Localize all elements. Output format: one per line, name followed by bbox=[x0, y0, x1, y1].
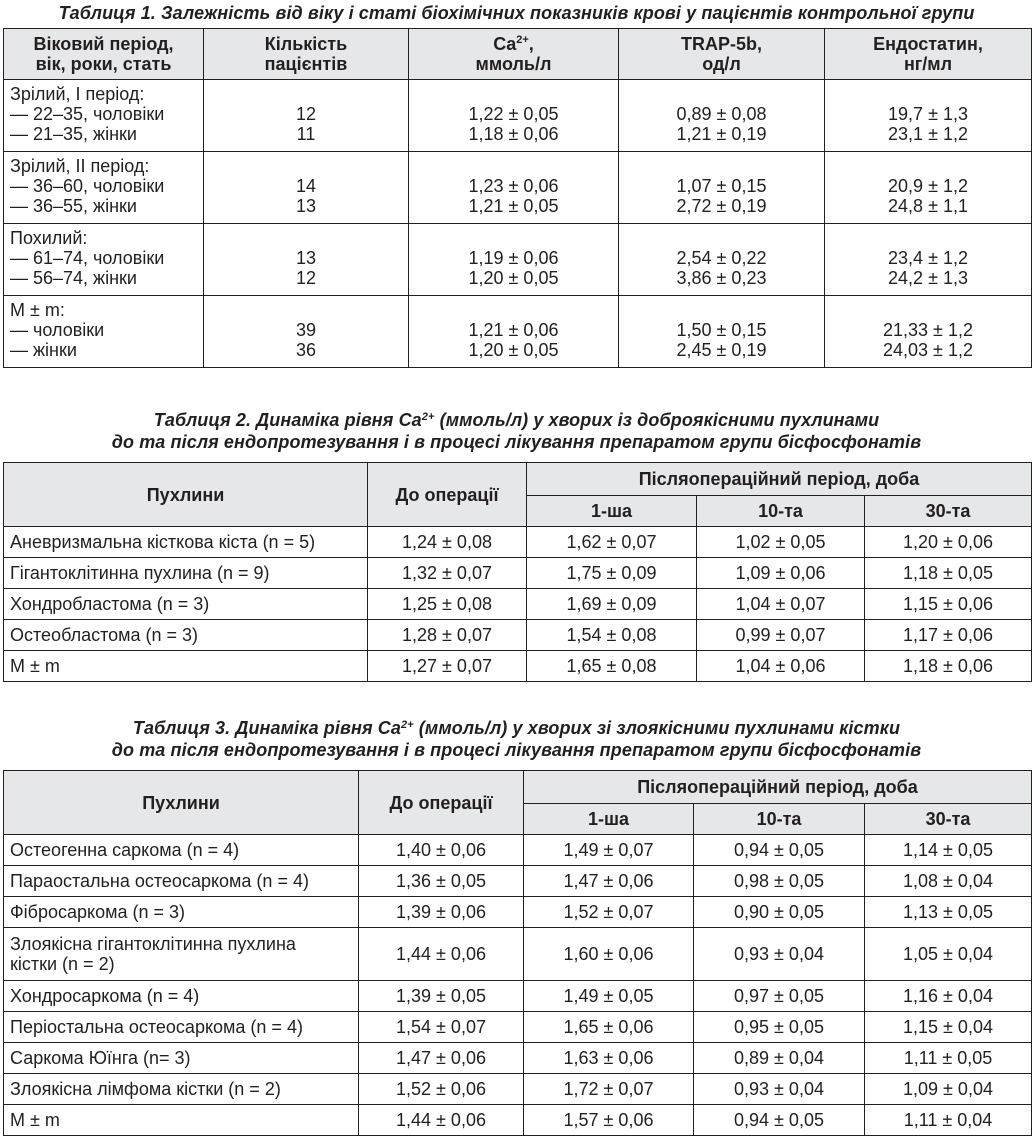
table2-header-postop: Післяопераційний період, доба bbox=[527, 463, 1032, 496]
table2-header-day30: 30-та bbox=[865, 496, 1032, 527]
tumor-name: Остеобластома (n = 3) bbox=[4, 620, 368, 651]
tumor-name: Параостальна остеосаркома (n = 4) bbox=[4, 866, 359, 897]
cell-value: 0,93 ± 0,04 bbox=[694, 1074, 865, 1105]
cell-value: 1,25 ± 0,08 bbox=[368, 589, 527, 620]
cell-value: 1,14 ± 0,05 bbox=[865, 835, 1032, 866]
table2-header-before: До операції bbox=[368, 463, 527, 527]
tumor-name: Злоякісна лімфома кістки (n = 2) bbox=[4, 1074, 359, 1105]
row-label: M ± m: — чоловіки — жінки bbox=[4, 296, 204, 368]
table3-header-day1: 1-ша bbox=[524, 804, 694, 835]
cell-value: 1,09 ± 0,06 bbox=[697, 558, 865, 589]
cell-value: 1,13 ± 0,05 bbox=[865, 897, 1032, 928]
cell-value: 1,08 ± 0,04 bbox=[865, 866, 1032, 897]
ca-value: 1,23 ± 0,06 1,21 ± 0,05 bbox=[409, 152, 619, 224]
cell-value: 1,04 ± 0,07 bbox=[697, 589, 865, 620]
tumor-name: Злоякісна гігантоклітинна пухлина кістки (n = 2) bbox=[4, 928, 359, 981]
tumor-name: M ± m bbox=[4, 651, 368, 682]
table1-header-row bbox=[4, 29, 1032, 80]
trap-value: 2,54 ± 0,22 3,86 ± 0,23 bbox=[619, 224, 825, 296]
table3-header-day30: 30-та bbox=[865, 804, 1032, 835]
cell-value: 0,94 ± 0,05 bbox=[694, 1105, 865, 1136]
table1 bbox=[3, 28, 1032, 368]
cell-value: 1,15 ± 0,06 bbox=[865, 589, 1032, 620]
cell-value: 1,44 ± 0,06 bbox=[359, 928, 524, 981]
cell-value: 1,69 ± 0,09 bbox=[527, 589, 697, 620]
cell-value: 1,47 ± 0,06 bbox=[359, 1043, 524, 1074]
row-label: Зрілий, I період: — 22–35, чоловіки — 21–35, жінки bbox=[4, 80, 204, 152]
cell-value: 0,94 ± 0,05 bbox=[694, 835, 865, 866]
cell-value: 1,24 ± 0,08 bbox=[368, 527, 527, 558]
trap-value: 1,50 ± 0,15 2,45 ± 0,19 bbox=[619, 296, 825, 368]
table-row bbox=[4, 897, 1032, 928]
ca-value: 1,19 ± 0,06 1,20 ± 0,05 bbox=[409, 224, 619, 296]
cell-value: 0,93 ± 0,04 bbox=[694, 928, 865, 981]
table3-caption: Таблиця 3. Динаміка рівня $Ca^{2+}$ (ммоль/л) у хворих зі злоякісними пухлинами кістки до та після ендопротезування і в процесі лікування препаратом групи бісфосфонатів bbox=[111, 718, 922, 760]
table2 bbox=[3, 462, 1032, 682]
table1-row-group bbox=[4, 296, 1032, 368]
table1-header-trap: TRAP-5b, од/л bbox=[619, 29, 825, 80]
patient-count: 39 36 bbox=[204, 296, 409, 368]
table2-header-tumors: Пухлини bbox=[4, 463, 368, 527]
cell-value: 1,40 ± 0,06 bbox=[359, 835, 524, 866]
table3-header-before: До операції bbox=[359, 771, 524, 835]
patient-count: 12 11 bbox=[204, 80, 409, 152]
cell-value: 1,05 ± 0,04 bbox=[865, 928, 1032, 981]
table3-header-postop: Післяопераційний період, доба bbox=[524, 771, 1032, 804]
cell-value: 1,47 ± 0,06 bbox=[524, 866, 694, 897]
cell-value: 0,97 ± 0,05 bbox=[694, 981, 865, 1012]
cell-value: 1,28 ± 0,07 bbox=[368, 620, 527, 651]
cell-value: 1,62 ± 0,07 bbox=[527, 527, 697, 558]
table-row bbox=[4, 527, 1032, 558]
cell-value: 0,95 ± 0,05 bbox=[694, 1012, 865, 1043]
ca-value: 1,22 ± 0,05 1,18 ± 0,06 bbox=[409, 80, 619, 152]
table1-row-group bbox=[4, 224, 1032, 296]
cell-value: 0,99 ± 0,07 bbox=[697, 620, 865, 651]
tumor-name: Хондробластома (n = 3) bbox=[4, 589, 368, 620]
cell-value: 1,15 ± 0,04 bbox=[865, 1012, 1032, 1043]
endostatin-value: 21,33 ± 1,2 24,03 ± 1,2 bbox=[825, 296, 1032, 368]
ca-value: 1,21 ± 0,06 1,20 ± 0,05 bbox=[409, 296, 619, 368]
table2-header-day1: 1-ша bbox=[527, 496, 697, 527]
cell-value: 0,98 ± 0,05 bbox=[694, 866, 865, 897]
table-row bbox=[4, 1043, 1032, 1074]
cell-value: 1,75 ± 0,09 bbox=[527, 558, 697, 589]
table1-header-age: Віковий період, вік, роки, стать bbox=[4, 29, 204, 80]
cell-value: 1,65 ± 0,06 bbox=[524, 1012, 694, 1043]
table1-header-ca: $Ca^{2+}$, ммоль/л bbox=[409, 29, 619, 80]
cell-value: 1,54 ± 0,07 bbox=[359, 1012, 524, 1043]
cell-value: 1,39 ± 0,06 bbox=[359, 897, 524, 928]
cell-value: 1,60 ± 0,06 bbox=[524, 928, 694, 981]
endostatin-value: 20,9 ± 1,2 24,8 ± 1,1 bbox=[825, 152, 1032, 224]
cell-value: 1,02 ± 0,05 bbox=[697, 527, 865, 558]
table-row bbox=[4, 981, 1032, 1012]
cell-value: 0,89 ± 0,04 bbox=[694, 1043, 865, 1074]
table-row bbox=[4, 928, 1032, 981]
tumor-name: Аневризмальна кісткова кіста (n = 5) bbox=[4, 527, 368, 558]
cell-value: 1,36 ± 0,05 bbox=[359, 866, 524, 897]
table-row bbox=[4, 1105, 1032, 1136]
cell-value: 1,04 ± 0,06 bbox=[697, 651, 865, 682]
cell-value: 1,57 ± 0,06 bbox=[524, 1105, 694, 1136]
table1-header-count: Кількість пацієнтів bbox=[204, 29, 409, 80]
endostatin-value: 19,7 ± 1,3 23,1 ± 1,2 bbox=[825, 80, 1032, 152]
row-label: Похилий: — 61–74, чоловіки — 56–74, жінки bbox=[4, 224, 204, 296]
table1-caption: Таблиця 1. Залежність від віку і статі біохімічних показників крові у пацієнтів контрольної групи bbox=[58, 3, 975, 23]
tumor-name: Хондросаркома (n = 4) bbox=[4, 981, 359, 1012]
cell-value: 1,44 ± 0,06 bbox=[359, 1105, 524, 1136]
cell-value: 1,72 ± 0,07 bbox=[524, 1074, 694, 1105]
table-row bbox=[4, 620, 1032, 651]
cell-value: 1,18 ± 0,05 bbox=[865, 558, 1032, 589]
cell-value: 1,49 ± 0,05 bbox=[524, 981, 694, 1012]
table-row bbox=[4, 589, 1032, 620]
cell-value: 1,11 ± 0,04 bbox=[865, 1105, 1032, 1136]
patient-count: 14 13 bbox=[204, 152, 409, 224]
table-row bbox=[4, 866, 1032, 897]
table1-header-endostatin: Ендостатин, нг/мл bbox=[825, 29, 1032, 80]
table3-header-day10: 10-та bbox=[694, 804, 865, 835]
row-label: Зрілий, II період: — 36–60, чоловіки — 36–55, жінки bbox=[4, 152, 204, 224]
tumor-name: Фібросаркома (n = 3) bbox=[4, 897, 359, 928]
cell-value: 1,32 ± 0,07 bbox=[368, 558, 527, 589]
cell-value: 1,65 ± 0,08 bbox=[527, 651, 697, 682]
cell-value: 1,20 ± 0,06 bbox=[865, 527, 1032, 558]
cell-value: 1,16 ± 0,04 bbox=[865, 981, 1032, 1012]
cell-value: 0,90 ± 0,05 bbox=[694, 897, 865, 928]
table-row bbox=[4, 1074, 1032, 1105]
cell-value: 1,09 ± 0,04 bbox=[865, 1074, 1032, 1105]
endostatin-value: 23,4 ± 1,2 24,2 ± 1,3 bbox=[825, 224, 1032, 296]
cell-value: 1,39 ± 0,05 bbox=[359, 981, 524, 1012]
trap-value: 0,89 ± 0,08 1,21 ± 0,19 bbox=[619, 80, 825, 152]
cell-value: 1,18 ± 0,06 bbox=[865, 651, 1032, 682]
tumor-name: Саркома Юїнга (n= 3) bbox=[4, 1043, 359, 1074]
table-row bbox=[4, 558, 1032, 589]
cell-value: 1,54 ± 0,08 bbox=[527, 620, 697, 651]
table-row bbox=[4, 1012, 1032, 1043]
table2-header-day10: 10-та bbox=[697, 496, 865, 527]
table3-header-tumors: Пухлини bbox=[4, 771, 359, 835]
trap-value: 1,07 ± 0,15 2,72 ± 0,19 bbox=[619, 152, 825, 224]
cell-value: 1,52 ± 0,07 bbox=[524, 897, 694, 928]
tumor-name: Гігантоклітинна пухлина (n = 9) bbox=[4, 558, 368, 589]
table1-row-group bbox=[4, 152, 1032, 224]
tumor-name: Остеогенна саркома (n = 4) bbox=[4, 835, 359, 866]
cell-value: 1,17 ± 0,06 bbox=[865, 620, 1032, 651]
cell-value: 1,27 ± 0,07 bbox=[368, 651, 527, 682]
tumor-name: M ± m bbox=[4, 1105, 359, 1136]
table2-caption: Таблиця 2. Динаміка рівня $Ca^{2+}$ (ммоль/л) у хворих із доброякісними пухлинами до та після ендопротезування і в процесі лікування препаратом групи бісфосфонатів bbox=[111, 410, 922, 452]
table-row bbox=[4, 835, 1032, 866]
cell-value: 1,49 ± 0,07 bbox=[524, 835, 694, 866]
table-row bbox=[4, 651, 1032, 682]
table1-row-group bbox=[4, 80, 1032, 152]
cell-value: 1,11 ± 0,05 bbox=[865, 1043, 1032, 1074]
table3 bbox=[3, 770, 1032, 1136]
cell-value: 1,52 ± 0,06 bbox=[359, 1074, 524, 1105]
patient-count: 13 12 bbox=[204, 224, 409, 296]
cell-value: 1,63 ± 0,06 bbox=[524, 1043, 694, 1074]
tumor-name: Періостальна остеосаркома (n = 4) bbox=[4, 1012, 359, 1043]
